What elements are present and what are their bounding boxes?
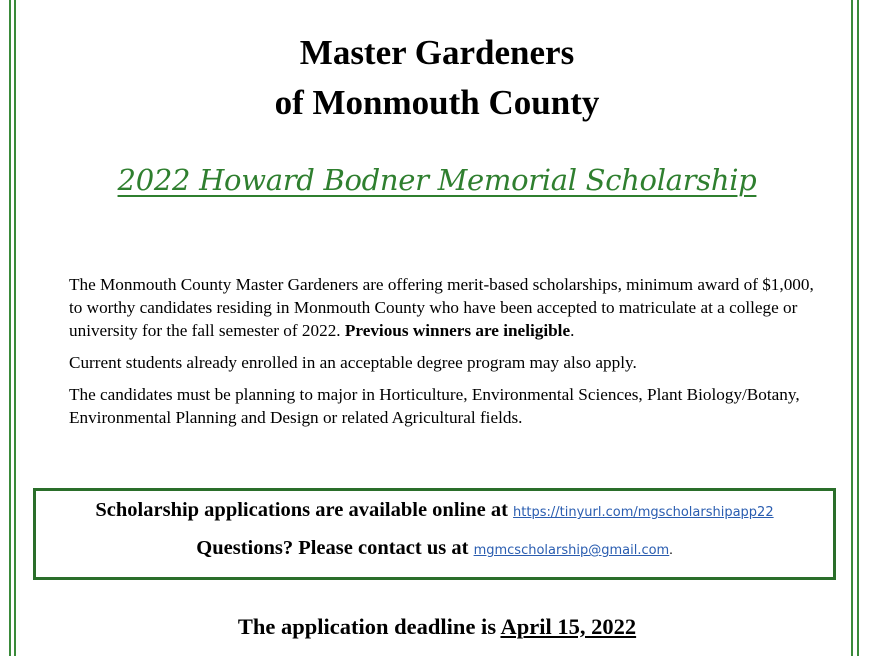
contact-line bbox=[36, 537, 833, 560]
paragraph-current-students: Current students already enrolled in an acceptable degree program may also apply. bbox=[69, 353, 637, 372]
contact-end: . bbox=[669, 543, 673, 558]
page-title bbox=[0, 28, 874, 128]
deadline-text: The application deadline is bbox=[237, 614, 497, 639]
application-info-box bbox=[33, 488, 836, 580]
paragraph-eligibility bbox=[69, 273, 829, 342]
contact-text: Questions? Please contact us at bbox=[196, 537, 469, 559]
title-line-1: Master Gardeners bbox=[299, 33, 575, 72]
application-text: Scholarship applications are available online at bbox=[95, 499, 508, 521]
contact-email-link[interactable]: mgmcscholarship@gmail.com bbox=[473, 543, 670, 558]
paragraph-eligibility-end: . bbox=[570, 321, 575, 340]
application-link[interactable]: https://tinyurl.com/mgscholarshipapp22 bbox=[513, 505, 774, 520]
description bbox=[69, 273, 829, 438]
ineligible-note: Previous winners are ineligible bbox=[344, 321, 571, 340]
deadline bbox=[0, 614, 874, 640]
title-line-2: of Monmouth County bbox=[274, 83, 600, 122]
scholarship-subtitle: 2022 Howard Bodner Memorial Scholarship bbox=[117, 163, 757, 197]
application-line bbox=[36, 499, 833, 522]
deadline-date: April 15, 2022 bbox=[500, 614, 637, 639]
paragraph-eligibility-text: The Monmouth County Master Gardeners are offering merit-based scholarships, minimum award of $1,000, to worthy candidates residing in Monmouth County who have been accepted to matriculate at a college or university for the fall semester of 2022. bbox=[69, 275, 814, 340]
paragraph-majors: The candidates must be planning to major in Horticulture, Environmental Sciences, Plant Biology/Botany, Environmental Planning and Design or related Agricultural fields. bbox=[69, 385, 800, 427]
